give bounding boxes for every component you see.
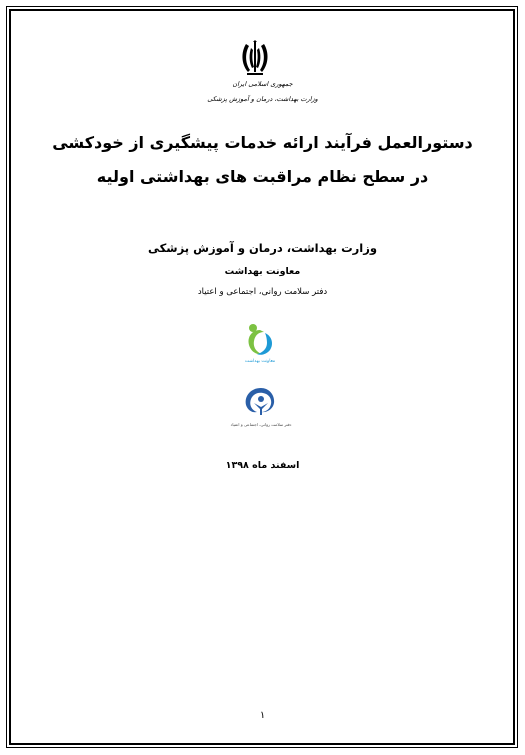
mental-health-office-logo-icon bbox=[230, 385, 292, 435]
deputy-logo-caption: معاونت بهداشت bbox=[244, 359, 276, 364]
document-title-line2: در سطح نظام مراقبت های بهداشتی اولیه bbox=[96, 167, 429, 186]
page-border bbox=[9, 9, 515, 745]
ministry-logo-caption: وزارت بهداشت، درمان و آموزش پزشکی bbox=[207, 95, 318, 103]
deputy-health-logo-icon bbox=[243, 322, 277, 364]
document-title-line1: دستورالعمل فرآیند ارائه خدمات پیشگیری از خودکشی bbox=[52, 133, 473, 152]
ministry-name: وزارت بهداشت، درمان و آموزش پزشکی bbox=[147, 241, 378, 255]
office-name: دفتر سلامت روانی، اجتماعی و اعتیاد bbox=[197, 287, 328, 297]
deputy-name: معاونت بهداشت bbox=[224, 266, 301, 277]
iran-emblem-icon bbox=[240, 40, 270, 80]
mental-health-caption: دفتر سلامت روانی، اجتماعی و اعتیاد bbox=[230, 422, 292, 427]
page-number: ۱ bbox=[259, 710, 266, 721]
publication-date: اسفند ماه ۱۳۹۸ bbox=[225, 460, 300, 471]
republic-caption: جمهوری اسلامی ایران bbox=[232, 80, 293, 88]
